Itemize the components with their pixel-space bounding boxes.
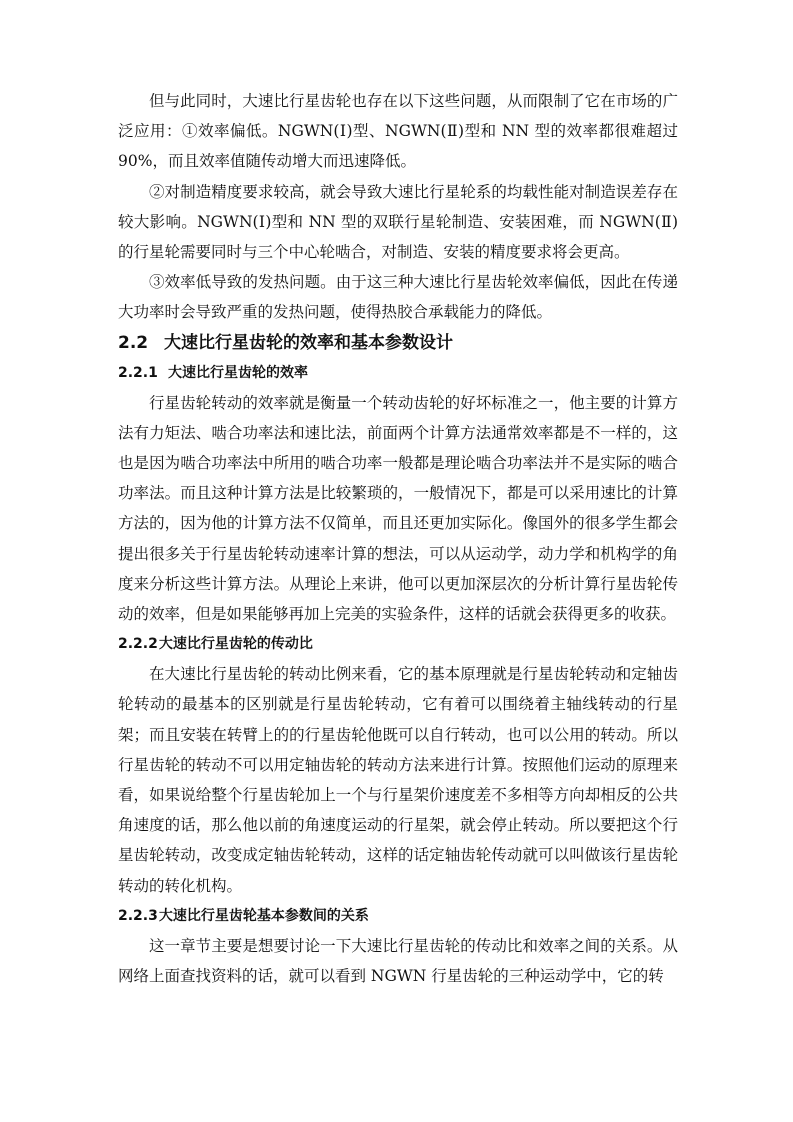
subsection-heading-2-2-1 [118, 358, 678, 388]
subsection-number: 2.2.2 [118, 636, 158, 653]
subsection-title: 大速比行星齿轮的效率 [168, 364, 308, 381]
paragraph-parameter-relations: 这一章节主要是想要讨论一下大速比行星齿轮的传动比和效率之间的关系。从网络上面查找资料的话，就可以看到 NGWN 行星齿轮的三种运动学中，它的转 [118, 936, 678, 986]
subsection-number: 2.2.1 [118, 364, 158, 381]
document-body [118, 86, 678, 991]
subsection-number: 2.2.3 [118, 907, 158, 924]
subsection-title: 大速比行星齿轮的传动比 [158, 636, 313, 653]
paragraph-heat-problem: ③效率低导致的发热问题。由于这三种大速比行星齿轮效率偏低，因此在传递大功率时会导致严重的发热问题，使得热胶合承载能力的降低。 [118, 273, 678, 322]
subsection-heading-2-2-3 [118, 901, 678, 931]
section-number: 2.2 [118, 332, 149, 353]
subsection-title: 大速比行星齿轮基本参数间的关系 [158, 907, 369, 924]
section-heading-2-2 [118, 328, 678, 358]
paragraph-transmission-ratio: 在大速比行星齿轮的转动比例来看，它的基本原理就是行星齿轮转动和定轴齿轮转动的最基本的区别就是行星齿轮转动，它有着可以围绕着主轴线转动的行星架；而且安装在转臂上的的行星齿轮他既可以自行转动，也可以公用的转动。所以行星齿轮的转动不可以用定轴齿轮的转动方法来进行计算。按照他们运动的原理来看，如果说给整个行星齿轮加上一个与行星架价速度差不多相等方向却相反的公共角速度的话，那么他以前的角速度运动的行星架，就会停止转动。所以要把这个行星齿轮转动，改变成定轴齿轮转动，这样的话定轴齿轮传动就可以叫做该行星齿轮转动的转化机构。 [118, 665, 678, 895]
paragraph-efficiency: 行星齿轮转动的效率就是衡量一个转动齿轮的好坏标准之一，他主要的计算方法有力矩法、啮合功率法和速比法，前面两个计算方法通常效率都是不一样的，这也是因为啮合功率法中所用的啮合功率一般都是理论啮合功率法并不是实际的啮合功率法。而且这种计算方法是比较繁琐的，一般情况下，都是可以采用速比的计算方法的，因为他的计算方法不仅简单，而且还更加实际化。像国外的很多学生都会提出很多关于行星齿轮转动速率计算的想法，可以从运动学，动力学和机构学的角度来分析这些计算方法。从理论上来讲，他可以更加深层次的分析计算行星齿轮传动的效率，但是如果能够再加上完美的实验条件，这样的话就会获得更多的收获。 [118, 393, 678, 624]
paragraph-problems-intro: 但与此同时，大速比行星齿轮也存在以下这些问题，从而限制了它在市场的广泛应用：①效率偏低。NGWN(Ⅰ)型、NGWN(Ⅱ)型和 NN 型的效率都很难超过 90%，而且效率值随传动增大而迅速降低。 [118, 92, 678, 171]
paragraph-precision-requirement: ②对制造精度要求较高，就会导致大速比行星轮系的均载性能对制造误差存在较大影响。NGWN(Ⅰ)型和 NN 型的双联行星轮制造、安装困难，而 NGWN(Ⅱ)的行星轮需要同时与三个中心轮啮合，对制造、安装的精度要求将会更高。 [118, 182, 678, 262]
section-title: 大速比行星齿轮的效率和基本参数设计 [164, 332, 453, 353]
subsection-heading-2-2-2 [118, 629, 678, 659]
